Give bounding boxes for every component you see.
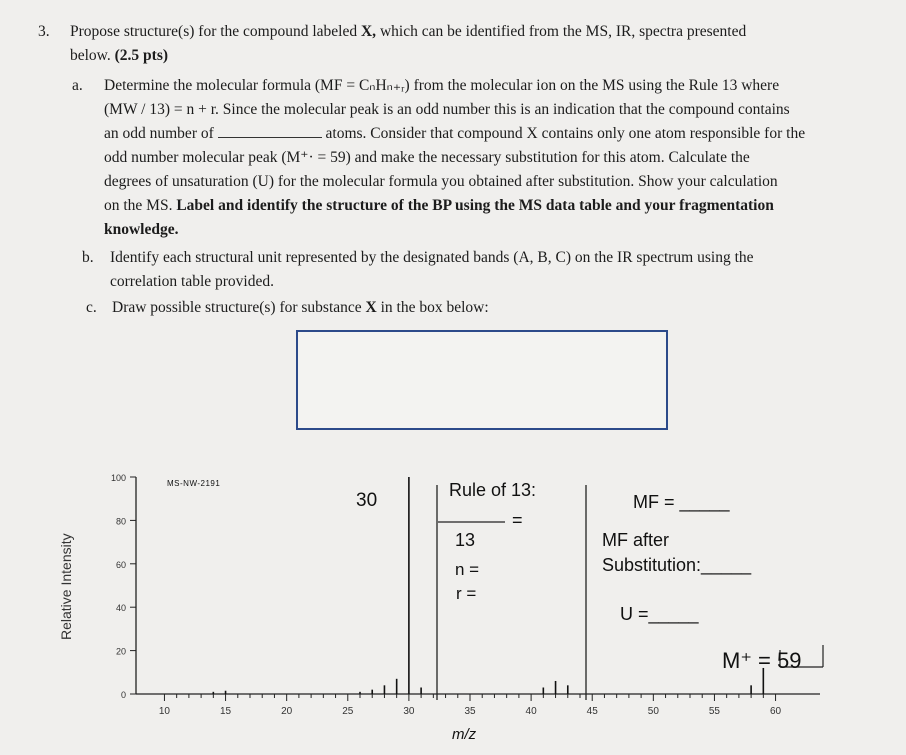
x-tick-label: 10 xyxy=(158,706,171,717)
y-axis-label: Relative Intensity xyxy=(58,533,74,640)
part-a-label: a. xyxy=(72,77,83,94)
x-tick-label: 35 xyxy=(464,706,476,717)
part-a-line-3b: atoms. Consider that compound X contains only one atom responsible for the xyxy=(325,125,806,142)
part-a-line-6a: on the MS. xyxy=(104,197,173,214)
part-c-x: X xyxy=(365,299,377,316)
x-ticks xyxy=(159,694,782,717)
x-tick-label: 45 xyxy=(586,706,598,717)
unsaturation-field[interactable]: U =_____ xyxy=(620,604,699,624)
y-tick-label: 0 xyxy=(120,690,126,700)
y-tick-label: 80 xyxy=(115,516,126,527)
x-tick-label: 15 xyxy=(219,706,232,717)
rule-denominator: 13 xyxy=(455,530,476,550)
part-a-line-7: knowledge. xyxy=(104,221,179,238)
part-a-line-2: (MW / 13) = n + r. Since the molecular peak is an odd number this is an indication that the compound contains xyxy=(104,101,790,118)
part-c-text-a: Draw possible structure(s) for substance xyxy=(112,299,362,316)
rule-n: n = xyxy=(455,560,480,579)
mf-after-label: MF after xyxy=(602,530,670,550)
y-tick-label: 100 xyxy=(110,473,126,483)
mf-substitution-field[interactable]: Substitution:_____ xyxy=(602,555,752,575)
rule-equals: = xyxy=(512,510,523,530)
x-tick-label: 55 xyxy=(708,706,721,717)
x-tick-label: 25 xyxy=(342,706,354,717)
question-points: (2.5 pts) xyxy=(114,47,169,64)
x-tick-label: 50 xyxy=(647,706,659,717)
part-a-line-6b: Label and identify the structure of the BP using the MS data table and your fragmentation xyxy=(176,197,774,214)
mf-field[interactable]: MF = _____ xyxy=(633,492,730,512)
x-tick-label: 20 xyxy=(281,706,293,717)
molecular-ion-label: M⁺ = 59 xyxy=(722,648,802,673)
question-text-1: Propose structure(s) for the compound labeled xyxy=(70,23,358,40)
part-a-line-3a: an odd number of xyxy=(104,125,214,142)
rule-title: Rule of 13: xyxy=(449,480,537,500)
question-line-2 xyxy=(70,44,168,67)
part-b-line-2: correlation table provided. xyxy=(110,273,274,290)
x-tick-label: 30 xyxy=(403,706,415,717)
rule-r: r = xyxy=(456,584,477,603)
part-a-line-1: Determine the molecular formula (MF = CₙHₙ₊ᵣ) from the molecular ion on the MS using the Rule 13 where xyxy=(104,77,780,94)
part-c-line-1 xyxy=(112,296,489,319)
y-ticks xyxy=(111,473,136,700)
question-number: 3. xyxy=(38,23,50,40)
part-c-text-b: in the box below: xyxy=(380,299,489,316)
part-c-label: c. xyxy=(86,299,97,316)
part-a-line-5: degrees of unsaturation (U) for the molecular formula you obtained after substitution. Show your calculation xyxy=(104,173,778,190)
y-tick-label: 60 xyxy=(115,559,126,570)
spectrum-id: MS-NW-2191 xyxy=(167,479,221,488)
part-b-line-1: Identify each structural unit represented by the designated bands (A, B, C) on the IR spectrum using the xyxy=(110,249,754,266)
question-text-1b: which can be identified from the MS, IR, spectra presented xyxy=(379,23,747,40)
part-a-line-6 xyxy=(104,194,774,217)
x-tick-label: 40 xyxy=(525,706,537,717)
question-text-2: below. xyxy=(70,47,111,64)
y-tick-label: 40 xyxy=(115,603,126,614)
question-line-1 xyxy=(70,20,746,43)
peak-annotation: 30 xyxy=(356,490,378,511)
part-b-label: b. xyxy=(82,249,94,266)
part-a-line-3 xyxy=(104,122,805,145)
part-a-line-4: odd number molecular peak (M⁺· = 59) and make the necessary substitution for this atom. Calculate the xyxy=(104,149,750,166)
atom-blank[interactable] xyxy=(218,123,322,138)
x-tick-label: 60 xyxy=(769,706,782,717)
structure-answer-box[interactable] xyxy=(296,330,668,430)
y-tick-label: 20 xyxy=(115,646,126,657)
x-axis-label: m/z xyxy=(452,726,477,743)
compound-label: X, xyxy=(360,23,377,40)
